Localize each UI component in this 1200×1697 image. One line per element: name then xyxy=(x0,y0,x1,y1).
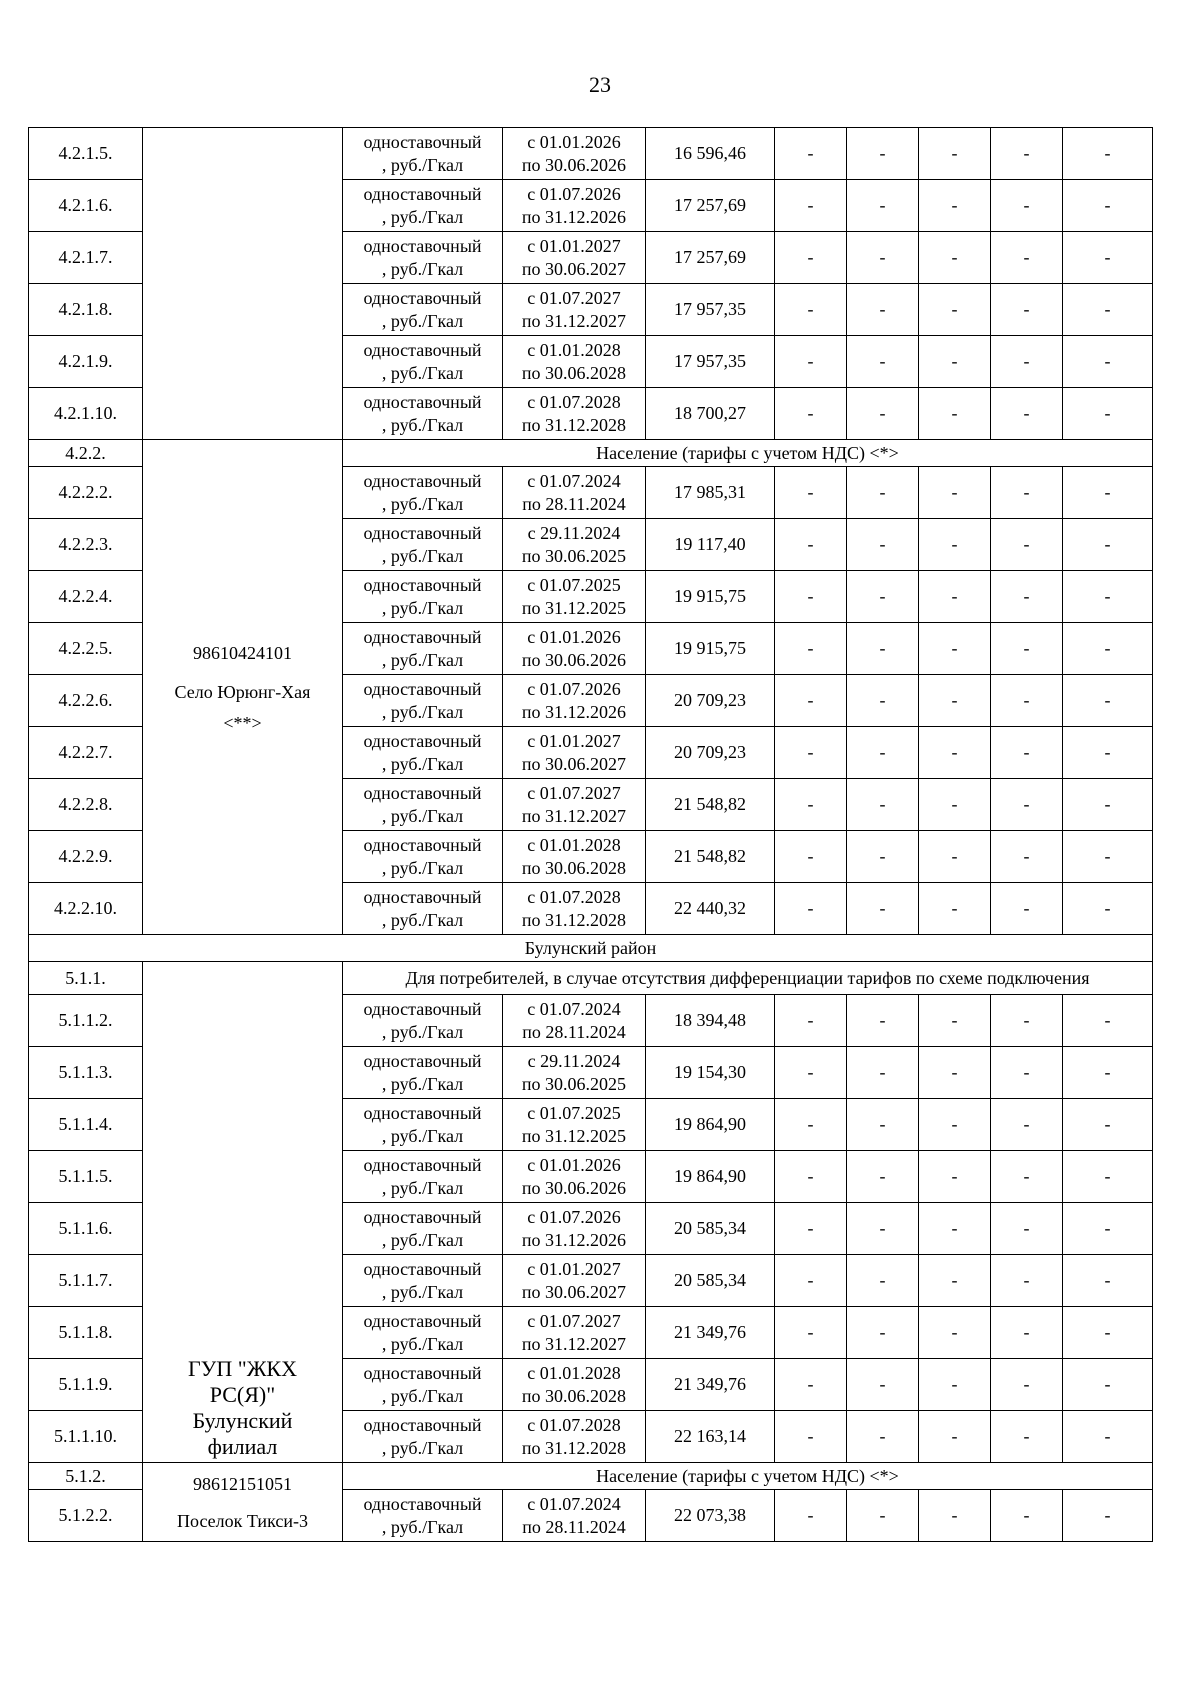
empty-value: - xyxy=(991,727,1063,779)
tariff-value: 20 585,34 xyxy=(646,1203,775,1255)
row-number: 4.2.2. xyxy=(29,440,143,467)
empty-value: - xyxy=(775,232,847,284)
tariff-value: 17 257,69 xyxy=(646,180,775,232)
empty-value: - xyxy=(919,571,991,623)
row-number: 4.2.1.9. xyxy=(29,336,143,388)
validity-period: с 01.01.2027 по 30.06.2027 xyxy=(503,727,646,779)
tariff-value: 18 700,27 xyxy=(646,388,775,440)
section-label: Население (тарифы с учетом НДС) <*> xyxy=(343,1463,1153,1490)
rate-type: одноставочный , руб./Гкал xyxy=(343,1099,503,1151)
validity-period: с 29.11.2024 по 30.06.2025 xyxy=(503,519,646,571)
tariff-value: 19 915,75 xyxy=(646,623,775,675)
rate-type: одноставочный , руб./Гкал xyxy=(343,232,503,284)
empty-value: - xyxy=(991,675,1063,727)
rate-type: одноставочный , руб./Гкал xyxy=(343,995,503,1047)
tariff-value: 19 117,40 xyxy=(646,519,775,571)
empty-value: - xyxy=(919,831,991,883)
empty-value: - xyxy=(991,571,1063,623)
empty-value: - xyxy=(1063,1490,1153,1542)
empty-value: - xyxy=(775,388,847,440)
empty-value: - xyxy=(991,995,1063,1047)
empty-value: - xyxy=(775,1047,847,1099)
row-number: 4.2.1.8. xyxy=(29,284,143,336)
rate-type: одноставочный , руб./Гкал xyxy=(343,180,503,232)
row-number: 5.1.1.9. xyxy=(29,1359,143,1411)
empty-value: - xyxy=(1063,232,1153,284)
empty-value: - xyxy=(1063,128,1153,180)
empty-value: - xyxy=(847,388,919,440)
empty-value: - xyxy=(847,779,919,831)
empty-value: - xyxy=(775,284,847,336)
rate-type: одноставочный , руб./Гкал xyxy=(343,623,503,675)
section-row xyxy=(29,440,1153,467)
empty-value: - xyxy=(847,1203,919,1255)
empty-value: - xyxy=(1063,779,1153,831)
empty-value: - xyxy=(775,831,847,883)
empty-value: - xyxy=(775,1151,847,1203)
empty-value: - xyxy=(775,883,847,935)
row-number: 4.2.2.8. xyxy=(29,779,143,831)
empty-value: - xyxy=(991,1359,1063,1411)
empty-value: - xyxy=(919,1490,991,1542)
empty-value: - xyxy=(847,675,919,727)
empty-value: - xyxy=(1063,995,1153,1047)
tariff-value: 21 548,82 xyxy=(646,831,775,883)
locality-cell xyxy=(143,440,343,935)
empty-value: - xyxy=(847,831,919,883)
empty-value: - xyxy=(919,1359,991,1411)
validity-period: с 01.07.2024 по 28.11.2024 xyxy=(503,1490,646,1542)
empty-value: - xyxy=(991,1099,1063,1151)
rate-type: одноставочный , руб./Гкал xyxy=(343,1047,503,1099)
empty-value: - xyxy=(775,675,847,727)
row-number: 4.2.2.9. xyxy=(29,831,143,883)
row-number: 5.1.1.4. xyxy=(29,1099,143,1151)
organization-cell xyxy=(143,128,343,440)
empty-value: - xyxy=(919,1099,991,1151)
empty-value: - xyxy=(847,1151,919,1203)
empty-value: - xyxy=(847,519,919,571)
empty-value: - xyxy=(775,467,847,519)
row-number: 5.1.1.2. xyxy=(29,995,143,1047)
empty-value: - xyxy=(919,519,991,571)
empty-value: - xyxy=(775,180,847,232)
tariff-value: 20 709,23 xyxy=(646,727,775,779)
section-row xyxy=(29,1463,1153,1490)
row-number: 4.2.2.3. xyxy=(29,519,143,571)
empty-value: - xyxy=(775,1203,847,1255)
empty-value: - xyxy=(991,1151,1063,1203)
empty-value: - xyxy=(847,1047,919,1099)
empty-value: - xyxy=(991,883,1063,935)
tariff-value: 21 548,82 xyxy=(646,779,775,831)
row-number: 5.1.1.10. xyxy=(29,1411,143,1463)
validity-period: с 01.07.2027 по 31.12.2027 xyxy=(503,1307,646,1359)
validity-period: с 01.07.2028 по 31.12.2028 xyxy=(503,883,646,935)
empty-value: - xyxy=(775,995,847,1047)
empty-value: - xyxy=(847,623,919,675)
tariff-value: 19 864,90 xyxy=(646,1099,775,1151)
tariff-value: 22 163,14 xyxy=(646,1411,775,1463)
validity-period: с 01.01.2027 по 30.06.2027 xyxy=(503,232,646,284)
validity-period: с 01.01.2027 по 30.06.2027 xyxy=(503,1255,646,1307)
empty-value: - xyxy=(1063,1099,1153,1151)
validity-period: с 29.11.2024 по 30.06.2025 xyxy=(503,1047,646,1099)
empty-value: - xyxy=(919,675,991,727)
row-number: 4.2.1.10. xyxy=(29,388,143,440)
empty-value: - xyxy=(919,232,991,284)
tariff-value: 18 394,48 xyxy=(646,995,775,1047)
oktmo-code: 98612151051 xyxy=(193,1473,292,1494)
empty-value: - xyxy=(847,232,919,284)
empty-value: - xyxy=(919,1255,991,1307)
empty-value: - xyxy=(991,232,1063,284)
empty-value: - xyxy=(775,1490,847,1542)
validity-period: с 01.01.2026 по 30.06.2026 xyxy=(503,1151,646,1203)
validity-period: с 01.07.2027 по 31.12.2027 xyxy=(503,284,646,336)
empty-value: - xyxy=(991,623,1063,675)
rate-type: одноставочный , руб./Гкал xyxy=(343,1255,503,1307)
validity-period: с 01.07.2026 по 31.12.2026 xyxy=(503,180,646,232)
validity-period: с 01.07.2024 по 28.11.2024 xyxy=(503,467,646,519)
empty-value: - xyxy=(919,779,991,831)
empty-value: - xyxy=(991,180,1063,232)
tariff-value: 16 596,46 xyxy=(646,128,775,180)
validity-period: с 01.01.2028 по 30.06.2028 xyxy=(503,831,646,883)
empty-value: - xyxy=(1063,388,1153,440)
table-row xyxy=(29,128,1153,180)
validity-period: с 01.07.2026 по 31.12.2026 xyxy=(503,1203,646,1255)
row-number: 5.1.1.8. xyxy=(29,1307,143,1359)
district-row xyxy=(29,935,1153,962)
empty-value: - xyxy=(919,336,991,388)
empty-value: - xyxy=(991,284,1063,336)
rate-type: одноставочный , руб./Гкал xyxy=(343,128,503,180)
validity-period: с 01.01.2028 по 30.06.2028 xyxy=(503,1359,646,1411)
tariff-table-body xyxy=(29,128,1153,1542)
validity-period: с 01.07.2028 по 31.12.2028 xyxy=(503,388,646,440)
tariff-value: 21 349,76 xyxy=(646,1359,775,1411)
tariff-value: 20 709,23 xyxy=(646,675,775,727)
row-number: 4.2.1.5. xyxy=(29,128,143,180)
tariff-value: 20 585,34 xyxy=(646,1255,775,1307)
rate-type: одноставочный , руб./Гкал xyxy=(343,519,503,571)
organization-cell xyxy=(143,962,343,1463)
empty-value: - xyxy=(991,519,1063,571)
empty-value: - xyxy=(847,467,919,519)
oktmo-code: 98610424101 xyxy=(193,642,292,663)
row-number: 4.2.2.10. xyxy=(29,883,143,935)
empty-value: - xyxy=(775,623,847,675)
tariff-value: 22 440,32 xyxy=(646,883,775,935)
empty-value: - xyxy=(991,779,1063,831)
empty-value: - xyxy=(847,1490,919,1542)
tariff-value: 19 864,90 xyxy=(646,1151,775,1203)
tariff-value: 17 957,35 xyxy=(646,284,775,336)
empty-value: - xyxy=(919,467,991,519)
empty-value: - xyxy=(775,336,847,388)
row-number: 4.2.1.6. xyxy=(29,180,143,232)
row-number: 5.1.2. xyxy=(29,1463,143,1490)
section-label: Для потребителей, в случае отсутствия дифференциации тарифов по схеме подключения xyxy=(343,962,1153,995)
empty-value: - xyxy=(991,1411,1063,1463)
empty-value: - xyxy=(847,336,919,388)
empty-value: - xyxy=(775,779,847,831)
empty-value: - xyxy=(847,1411,919,1463)
row-number: 4.2.2.5. xyxy=(29,623,143,675)
row-number: 5.1.1.7. xyxy=(29,1255,143,1307)
empty-value: - xyxy=(847,1255,919,1307)
empty-value: - xyxy=(991,388,1063,440)
empty-value: - xyxy=(919,995,991,1047)
tariff-value: 17 957,35 xyxy=(646,336,775,388)
empty-value: - xyxy=(847,284,919,336)
validity-period: с 01.01.2026 по 30.06.2026 xyxy=(503,128,646,180)
empty-value: - xyxy=(847,128,919,180)
empty-value: - xyxy=(775,519,847,571)
empty-value: - xyxy=(1063,1151,1153,1203)
locality-name: Село Юрюнг-Хая xyxy=(174,681,311,702)
empty-value: - xyxy=(1063,467,1153,519)
empty-value: - xyxy=(919,727,991,779)
validity-period: с 01.07.2025 по 31.12.2025 xyxy=(503,1099,646,1151)
validity-period: с 01.07.2026 по 31.12.2026 xyxy=(503,675,646,727)
empty-value: - xyxy=(1063,675,1153,727)
empty-value: - xyxy=(919,1307,991,1359)
empty-value: - xyxy=(991,128,1063,180)
row-number: 5.1.1. xyxy=(29,962,143,995)
empty-value: - xyxy=(1063,1359,1153,1411)
validity-period: с 01.01.2026 по 30.06.2026 xyxy=(503,623,646,675)
empty-value: - xyxy=(775,128,847,180)
empty-value: - xyxy=(919,623,991,675)
rate-type: одноставочный , руб./Гкал xyxy=(343,831,503,883)
footnote-mark: <**> xyxy=(223,712,262,733)
validity-period: с 01.07.2024 по 28.11.2024 xyxy=(503,995,646,1047)
row-number: 5.1.2.2. xyxy=(29,1490,143,1542)
empty-value: - xyxy=(991,1047,1063,1099)
empty-value: - xyxy=(1063,1307,1153,1359)
tariff-value: 22 073,38 xyxy=(646,1490,775,1542)
empty-value: - xyxy=(991,1490,1063,1542)
empty-value: - xyxy=(847,180,919,232)
empty-value: - xyxy=(1063,180,1153,232)
empty-value: - xyxy=(775,1411,847,1463)
empty-value: - xyxy=(919,883,991,935)
empty-value: - xyxy=(1063,1203,1153,1255)
empty-value: - xyxy=(919,180,991,232)
row-number: 4.2.2.6. xyxy=(29,675,143,727)
empty-value: - xyxy=(1063,284,1153,336)
tariff-value: 19 915,75 xyxy=(646,571,775,623)
rate-type: одноставочный , руб./Гкал xyxy=(343,336,503,388)
section-label: Население (тарифы с учетом НДС) <*> xyxy=(343,440,1153,467)
empty-value: - xyxy=(919,284,991,336)
rate-type: одноставочный , руб./Гкал xyxy=(343,1490,503,1542)
empty-value: - xyxy=(1063,519,1153,571)
empty-value: - xyxy=(1063,571,1153,623)
empty-value: - xyxy=(1063,831,1153,883)
rate-type: одноставочный , руб./Гкал xyxy=(343,883,503,935)
empty-value: - xyxy=(775,1359,847,1411)
row-number: 4.2.2.2. xyxy=(29,467,143,519)
rate-type: одноставочный , руб./Гкал xyxy=(343,1307,503,1359)
empty-value: - xyxy=(1063,336,1153,388)
validity-period: с 01.07.2028 по 31.12.2028 xyxy=(503,1411,646,1463)
empty-value: - xyxy=(847,995,919,1047)
rate-type: одноставочный , руб./Гкал xyxy=(343,1151,503,1203)
row-number: 4.2.2.7. xyxy=(29,727,143,779)
row-number: 5.1.1.6. xyxy=(29,1203,143,1255)
tariff-table xyxy=(28,127,1153,1542)
empty-value: - xyxy=(775,727,847,779)
rate-type: одноставочный , руб./Гкал xyxy=(343,571,503,623)
tariff-value: 21 349,76 xyxy=(646,1307,775,1359)
empty-value: - xyxy=(775,571,847,623)
empty-value: - xyxy=(1063,1255,1153,1307)
empty-value: - xyxy=(919,1151,991,1203)
empty-value: - xyxy=(919,1047,991,1099)
empty-value: - xyxy=(847,1099,919,1151)
empty-value: - xyxy=(775,1099,847,1151)
rate-type: одноставочный , руб./Гкал xyxy=(343,388,503,440)
empty-value: - xyxy=(1063,1411,1153,1463)
rate-type: одноставочный , руб./Гкал xyxy=(343,779,503,831)
empty-value: - xyxy=(991,1307,1063,1359)
validity-period: с 01.07.2027 по 31.12.2027 xyxy=(503,779,646,831)
locality-name: Поселок Тикси-3 xyxy=(177,1510,308,1531)
tariff-value: 17 985,31 xyxy=(646,467,775,519)
empty-value: - xyxy=(991,467,1063,519)
row-number: 4.2.2.4. xyxy=(29,571,143,623)
section-row xyxy=(29,962,1153,995)
rate-type: одноставочный , руб./Гкал xyxy=(343,675,503,727)
rate-type: одноставочный , руб./Гкал xyxy=(343,1203,503,1255)
rate-type: одноставочный , руб./Гкал xyxy=(343,727,503,779)
empty-value: - xyxy=(919,1203,991,1255)
empty-value: - xyxy=(919,388,991,440)
empty-value: - xyxy=(991,336,1063,388)
validity-period: с 01.07.2025 по 31.12.2025 xyxy=(503,571,646,623)
empty-value: - xyxy=(847,1307,919,1359)
empty-value: - xyxy=(847,727,919,779)
district-name: Булунский район xyxy=(29,935,1153,962)
empty-value: - xyxy=(847,571,919,623)
empty-value: - xyxy=(1063,727,1153,779)
empty-value: - xyxy=(991,831,1063,883)
validity-period: с 01.01.2028 по 30.06.2028 xyxy=(503,336,646,388)
empty-value: - xyxy=(919,1411,991,1463)
empty-value: - xyxy=(847,1359,919,1411)
row-number: 5.1.1.3. xyxy=(29,1047,143,1099)
locality-cell xyxy=(143,1463,343,1542)
organization-name: ГУП "ЖКХ РС(Я)" Булунский филиал xyxy=(188,1356,297,1459)
empty-value: - xyxy=(775,1307,847,1359)
empty-value: - xyxy=(1063,883,1153,935)
rate-type: одноставочный , руб./Гкал xyxy=(343,467,503,519)
empty-value: - xyxy=(991,1203,1063,1255)
rate-type: одноставочный , руб./Гкал xyxy=(343,284,503,336)
empty-value: - xyxy=(775,1255,847,1307)
tariff-value: 17 257,69 xyxy=(646,232,775,284)
rate-type: одноставочный , руб./Гкал xyxy=(343,1411,503,1463)
empty-value: - xyxy=(919,128,991,180)
empty-value: - xyxy=(991,1255,1063,1307)
empty-value: - xyxy=(847,883,919,935)
row-number: 4.2.1.7. xyxy=(29,232,143,284)
empty-value: - xyxy=(1063,623,1153,675)
row-number: 5.1.1.5. xyxy=(29,1151,143,1203)
page-number: 23 xyxy=(589,72,611,97)
empty-value: - xyxy=(1063,1047,1153,1099)
rate-type: одноставочный , руб./Гкал xyxy=(343,1359,503,1411)
tariff-value: 19 154,30 xyxy=(646,1047,775,1099)
